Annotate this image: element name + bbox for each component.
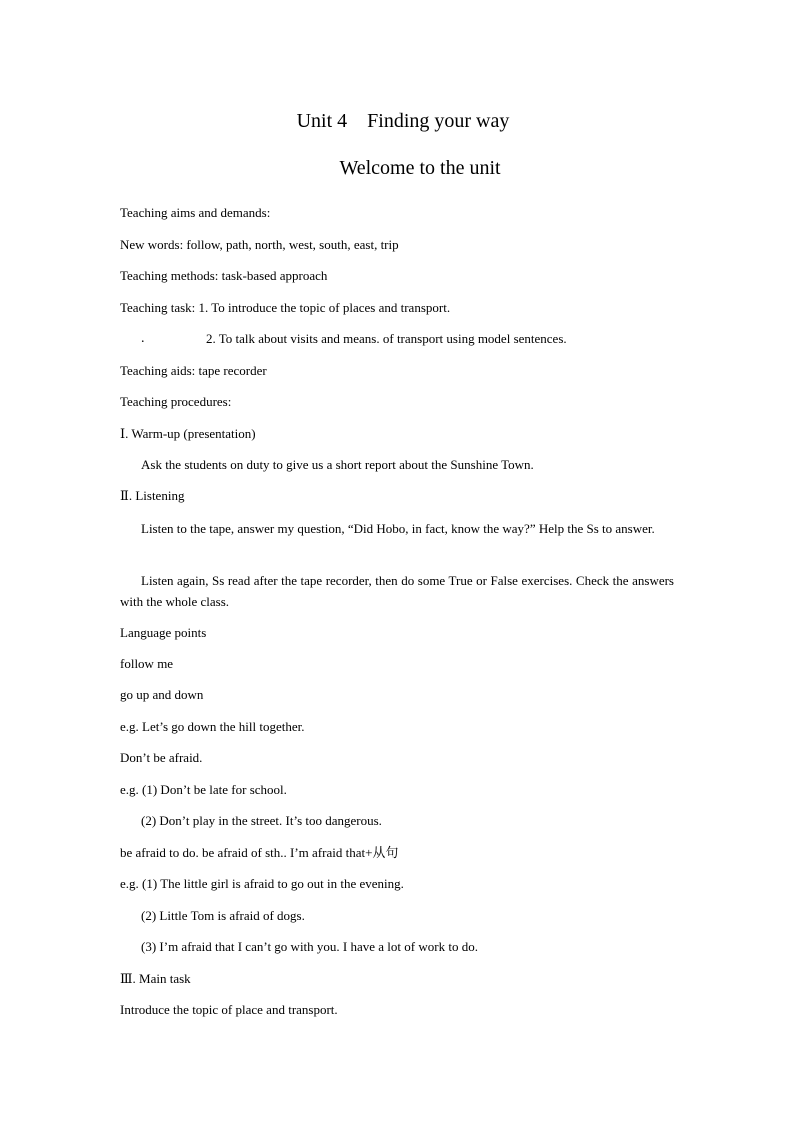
- teaching-aids-line: Teaching aids: tape recorder: [120, 363, 267, 378]
- teaching-procedures-line: Teaching procedures:: [120, 394, 232, 409]
- phrase-dont-be-afraid: Don’t be afraid.: [120, 750, 203, 765]
- section-listening-heading: Ⅱ. Listening: [120, 488, 185, 503]
- phrase-follow-me: follow me: [120, 656, 174, 671]
- main-task-text: Introduce the topic of place and transport.: [120, 1002, 338, 1017]
- example-work: (3) I’m afraid that I can’t go with you. I have a lot of work to do.: [141, 939, 478, 954]
- afraid-forms-line: be afraid to do. be afraid of sth.. I’m afraid that+从句: [120, 845, 399, 860]
- example-hill: e.g. Let’s go down the hill together.: [120, 719, 305, 734]
- teaching-aims-line: Teaching aims and demands:: [120, 205, 271, 220]
- page-title: Unit 4 Finding your way: [296, 110, 510, 132]
- listening-paragraph-2: Listen again, Ss read after the tape recorder, then do some True or False exercises. Check the answers with the whole class.: [120, 573, 674, 609]
- example-girl: e.g. (1) The little girl is afraid to go out in the evening.: [120, 876, 404, 891]
- example-late: e.g. (1) Don’t be late for school.: [120, 782, 287, 797]
- new-words-line: New words: follow, path, north, west, south, east, trip: [120, 237, 399, 252]
- task-bullet: .: [141, 331, 145, 346]
- phrase-go-up-and-down: go up and down: [120, 687, 204, 702]
- teaching-task-2-line: 2. To talk about visits and means. of transport using model sentences.: [206, 331, 567, 346]
- page-subtitle: Welcome to the unit: [339, 157, 501, 179]
- language-points-heading: Language points: [120, 625, 207, 640]
- example-street: (2) Don’t play in the street. It’s too dangerous.: [141, 813, 382, 828]
- section-warm-up-heading: Ⅰ. Warm-up (presentation): [120, 426, 256, 441]
- warm-up-text: Ask the students on duty to give us a short report about the Sunshine Town.: [141, 457, 534, 472]
- teaching-methods-line: Teaching methods: task-based approach: [120, 268, 328, 283]
- listening-paragraph-1: Listen to the tape, answer my question, “Did Hobo, in fact, know the way?” Help the Ss to answer.: [141, 521, 655, 536]
- section-main-task-heading: Ⅲ. Main task: [120, 971, 191, 986]
- teaching-task-line: Teaching task: 1. To introduce the topic of places and transport.: [120, 300, 451, 315]
- example-tom: (2) Little Tom is afraid of dogs.: [141, 908, 305, 923]
